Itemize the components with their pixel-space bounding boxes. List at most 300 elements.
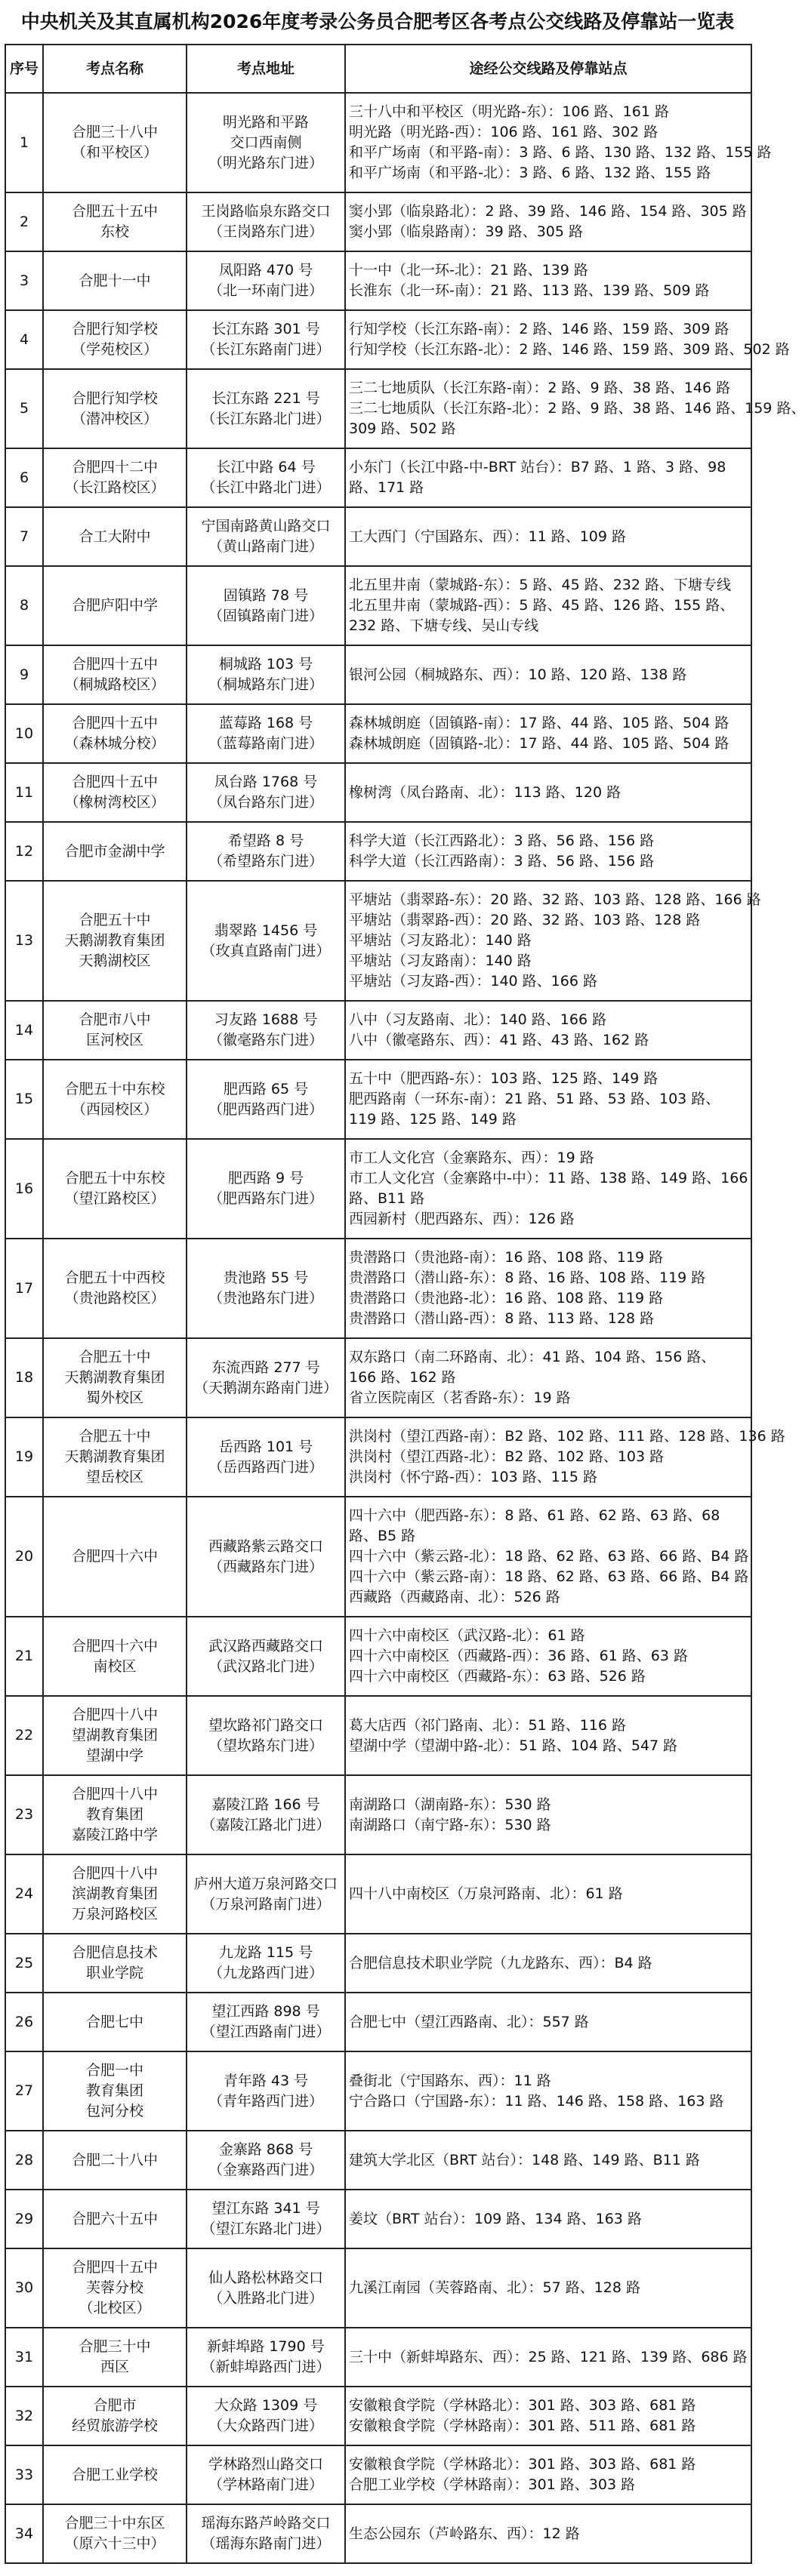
exam-site-address-line: 瑶海东路芦岭路交口	[201, 2515, 331, 2531]
exam-site-address-line: （固镇路南门进）	[208, 607, 323, 624]
table-row	[5, 2051, 751, 2131]
row-number: 17	[5, 1239, 43, 1338]
bus-routes-line: 北五里井南（蒙城路-西）：5 路、45 路、126 路、155 路、	[349, 597, 735, 614]
bus-routes-line: 森林城朗庭（固镇路-北）：17 路、44 路、105 路、504 路	[349, 735, 729, 752]
bus-routes-line: 洪岗村（望江西路-北）：B2 路、102 路、103 路	[349, 1448, 665, 1465]
table-row	[5, 1239, 751, 1338]
exam-site-name-line: （桐城路校区）	[64, 676, 165, 693]
exam-site-name-line: 天鹅湖教育集团	[64, 932, 165, 949]
bus-routes-line: 平塘站（翡翠路-西）：20 路、32 路、103 路、128 路	[349, 912, 701, 928]
bus-routes-line: 四十六中南校区（西藏路-西）：36 路、61 路、63 路	[349, 1648, 689, 1664]
table-row	[5, 1696, 751, 1775]
exam-site-name	[43, 310, 187, 369]
exam-site-name-line: （潜冲校区）	[71, 410, 158, 427]
exam-site-name-line: 合肥一中	[85, 2062, 143, 2079]
exam-site-address-line: 嘉陵江路 166 号	[211, 1796, 320, 1813]
exam-site-name	[43, 251, 187, 310]
exam-site-name	[43, 881, 187, 1001]
table-row	[5, 2190, 751, 2248]
bus-routes-line: 宁合路口（宁国路-东）：11 路、146 路、158 路、163 路	[349, 2092, 724, 2110]
exam-site-name	[43, 1696, 187, 1775]
exam-site-address-line: 翡翠路 1456 号	[214, 922, 318, 939]
bus-routes	[345, 369, 805, 448]
bus-routes	[345, 1497, 751, 1617]
bus-routes	[345, 1854, 751, 1934]
exam-site-address	[187, 2190, 345, 2248]
bus-routes	[345, 881, 761, 1001]
table-row	[5, 1497, 751, 1617]
exam-site-address	[187, 1497, 345, 1617]
exam-site-name-line: （长江路校区）	[64, 479, 165, 496]
exam-site-name-line: 合工大附中	[79, 528, 151, 545]
bus-routes-line: 南湖路口（南宁路-东）：530 路	[349, 1816, 551, 1833]
bus-routes-line: 119 路、125 路、149 路	[349, 1111, 517, 1128]
table-row	[5, 1139, 751, 1239]
bus-routes	[345, 2190, 751, 2248]
bus-routes-line: 西藏路（西藏路南、北）：526 路	[349, 1589, 560, 1605]
bus-routes-line: 八中（习友路南、北）：140 路、166 路	[349, 1011, 607, 1028]
exam-site-address-line: （嘉陵江路北门进）	[201, 1816, 331, 1833]
exam-site-address	[187, 2504, 345, 2563]
row-number: 13	[5, 881, 43, 1001]
table-row	[5, 645, 751, 704]
exam-site-address	[187, 369, 345, 448]
exam-site-name	[43, 763, 187, 822]
bus-routes-line: 路、B5 路	[349, 1528, 416, 1544]
bus-routes	[345, 822, 751, 881]
exam-site-address-line: （黄山路南门进）	[208, 538, 323, 555]
row-number: 23	[5, 1775, 43, 1854]
exam-site-address	[187, 822, 345, 881]
row-number: 11	[5, 763, 43, 822]
exam-site-address-line: （西藏路东门进）	[208, 1558, 323, 1575]
bus-routes-line: 八中（徽毫路东、西）：41 路、43 路、162 路	[349, 1032, 649, 1048]
exam-site-name-line: 合肥四十五中	[71, 774, 158, 790]
exam-site-name-line: 合肥市八中	[79, 1011, 151, 1028]
exam-site-address-line: （岳西路西门进）	[208, 1458, 323, 1476]
table-row	[5, 310, 751, 369]
bus-routes	[345, 448, 751, 507]
bus-routes-line: 森林城朗庭（固镇路-南）：17 路、44 路、105 路、504 路	[349, 715, 729, 731]
exam-site-name	[43, 1001, 187, 1060]
bus-routes-line: 市工人文化宫（金寨路东、西）：19 路	[349, 1150, 594, 1166]
exam-site-name-line: 合肥五十中西校	[64, 1270, 165, 1286]
exam-site-address	[187, 1338, 345, 1417]
bus-routes	[345, 2387, 751, 2445]
exam-site-address	[187, 1239, 345, 1338]
exam-site-address-line: 交口西南侧	[230, 134, 302, 151]
exam-site-address-line: （金寨路西门进）	[208, 2162, 323, 2178]
bus-routes-line: 南湖路口（湖南路-东）：530 路	[349, 1796, 551, 1813]
exam-site-name-line: 合肥五十中	[79, 1349, 151, 1365]
header-row	[5, 45, 751, 93]
row-number: 6	[5, 448, 43, 507]
row-number: 18	[5, 1338, 43, 1417]
exam-site-address	[187, 763, 345, 822]
exam-site-address-line: 大众路 1309 号	[214, 2397, 318, 2414]
exam-site-address	[187, 448, 345, 507]
bus-routes-line: 四十六中（紫云路-北）：18 路、62 路、63 路、66 路、B4 路	[349, 1548, 749, 1565]
table-row	[5, 2387, 751, 2445]
exam-site-name	[43, 2190, 187, 2248]
bus-routes-line: 银河公园（桐城路东、西）：10 路、120 路、138 路	[349, 666, 687, 683]
bus-routes-line: 合肥工业学校（学林路南）：301 路、303 路	[349, 2476, 636, 2493]
exam-site-address	[187, 310, 345, 369]
exam-site-address	[187, 1060, 345, 1139]
exam-site-name	[43, 2248, 187, 2328]
exam-site-name-line: 合肥信息技术	[71, 1944, 158, 1961]
bus-routes	[345, 1338, 751, 1417]
table-row	[5, 1993, 751, 2051]
bus-routes-line: 贵潜路口（贵池路-南）：16 路、108 路、119 路	[349, 1249, 664, 1266]
header-addr: 考点地址	[187, 45, 345, 93]
bus-routes	[345, 1934, 751, 1993]
exam-site-name	[43, 2504, 187, 2563]
bus-routes-line: 西园新村（肥西路东、西）：126 路	[349, 1211, 575, 1227]
exam-site-name-line: 合肥五十中东校	[64, 1080, 165, 1097]
bus-routes	[345, 1139, 751, 1239]
row-number: 7	[5, 507, 43, 566]
table-row	[5, 2328, 751, 2387]
row-number: 4	[5, 310, 43, 369]
exam-site-address	[187, 2387, 345, 2445]
exam-site-name-line: 合肥五十中东校	[64, 1170, 165, 1186]
bus-routes	[345, 1060, 751, 1139]
bus-routes-line: 望湖中学（望湖中路-北）：51 路、104 路、547 路	[349, 1737, 678, 1754]
exam-site-address	[187, 251, 345, 310]
bus-routes	[345, 1696, 751, 1775]
exam-site-address-line: 东流西路 277 号	[211, 1359, 320, 1376]
exam-site-address-line: （万泉河路南门进）	[201, 1895, 331, 1913]
exam-site-address-line: （贵池路东门进）	[208, 1290, 323, 1306]
exam-site-address-line: （瑶海东路南门进）	[201, 2535, 331, 2552]
exam-site-address	[187, 93, 345, 192]
bus-routes	[345, 2248, 751, 2328]
bus-routes	[345, 310, 790, 369]
header-routes: 途经公交线路及停靠站点	[345, 45, 751, 93]
exam-site-name-line: 合肥庐阳中学	[71, 597, 158, 614]
exam-site-name-line: 合肥五十五中	[71, 203, 158, 220]
table-row	[5, 2131, 751, 2190]
bus-routes-line: 行知学校（长江东路-南）：2 路、146 路、159 路、309 路	[349, 321, 729, 337]
exam-site-address-line: （长江中路北门进）	[201, 479, 331, 496]
row-number: 16	[5, 1139, 43, 1239]
bus-routes-line: 安徽粮食学院（学林路北）：301 路、303 路、681 路	[349, 2397, 696, 2414]
exam-site-address	[187, 1696, 345, 1775]
table-row	[5, 2248, 751, 2328]
table-row	[5, 763, 751, 822]
exam-site-address-line: 青年路 43 号	[223, 2072, 309, 2089]
bus-routes-line: 四十八中南校区（万泉河路南、北）：61 路	[349, 1885, 623, 1902]
bus-routes-line: 橡树湾（凤台路南、北）：113 路、120 路	[349, 783, 621, 801]
exam-site-name-line: 合肥行知学校	[71, 321, 158, 337]
bus-routes	[345, 507, 751, 566]
exam-site-name-line: 匡河校区	[85, 1032, 143, 1048]
bus-routes-line: 三十八中和平校区（明光路-东）：106 路、161 路	[349, 103, 669, 120]
exam-site-address-line: 希望路 8 号	[227, 833, 304, 849]
row-number: 9	[5, 645, 43, 704]
bus-routes-line: 省立医院南区（茗香路-东）：19 路	[349, 1390, 571, 1406]
bus-routes-line: 姜坟（BRT 站台）：109 路、134 路、163 路	[349, 2210, 642, 2227]
bus-routes-line: 叠街北（宁国路东、西）：11 路	[349, 2072, 551, 2089]
bus-routes-line: 科学大道（长江西路南）：3 路、56 路、156 路	[349, 853, 655, 869]
table-row	[5, 1617, 751, 1696]
row-number: 22	[5, 1696, 43, 1775]
exam-site-name	[43, 192, 187, 251]
exam-site-address	[187, 2248, 345, 2328]
bus-routes-line: 平塘站（习友路北）：140 路	[349, 932, 532, 949]
exam-site-address-line: （武汉路北门进）	[208, 1657, 323, 1675]
exam-site-address	[187, 2051, 345, 2131]
exam-site-address-line: （希望路东门进）	[208, 853, 323, 869]
exam-site-address-line: 望江东路 341 号	[211, 2200, 320, 2217]
exam-site-name-line: 望岳校区	[85, 1469, 143, 1485]
exam-site-name-line: 万泉河路校区	[71, 1906, 158, 1922]
bus-routes-line: 洪岗村（怀宁路-西）：103 路、115 路	[349, 1469, 597, 1485]
bus-routes-line: 双东路口（南二环路南、北）：41 路、104 路、156 路、	[349, 1349, 716, 1365]
exam-site-address	[187, 704, 345, 763]
bus-routes-line: 309 路、502 路	[349, 420, 456, 437]
exam-site-address	[187, 1139, 345, 1239]
exam-site-name-line: 嘉陵江路中学	[71, 1827, 158, 1843]
exam-site-address	[187, 1001, 345, 1060]
bus-routes-line: 北五里井南（蒙城路-东）：5 路、45 路、232 路、下塘专线	[349, 577, 732, 593]
exam-site-name-line: 合肥四十六中	[71, 1548, 158, 1565]
exam-site-name-line: （学苑校区）	[71, 341, 158, 358]
bus-routes-line: 平塘站（翡翠路-东）：20 路、32 路、103 路、128 路、166 路	[349, 891, 761, 908]
exam-site-address-line: 习友路 1688 号	[214, 1011, 318, 1028]
exam-site-name-line: （北校区）	[79, 2300, 151, 2316]
exam-site-name-line: 天鹅湖教育集团	[64, 1369, 165, 1386]
bus-routes-line: 贵潜路口（潜山路-东）：8 路、16 路、108 路、119 路	[349, 1270, 706, 1286]
exam-site-address-line: （天鹅湖东路南门进）	[193, 1379, 338, 1396]
exam-site-address-line: 九龙路 115 号	[218, 1944, 313, 1961]
exam-site-address	[187, 1775, 345, 1854]
row-number: 28	[5, 2131, 43, 2190]
row-number: 21	[5, 1617, 43, 1696]
exam-site-address-line: （北一环南门进）	[208, 282, 323, 299]
bus-routes-line: 长淮东（北一环-南）：21 路、113 路、139 路、509 路	[349, 282, 710, 299]
exam-site-address	[187, 881, 345, 1001]
bus-routes-line: 四十六中南校区（西藏路-东）：63 路、526 路	[349, 1668, 646, 1685]
bus-routes	[345, 1239, 751, 1338]
bus-routes	[345, 566, 751, 645]
exam-site-address-line: （徽毫路东门进）	[208, 1032, 323, 1048]
exam-site-name-line: （橡树湾校区）	[64, 794, 165, 811]
bus-routes	[345, 1417, 785, 1497]
exam-site-name	[43, 645, 187, 704]
bus-routes-line: 路、B11 路	[349, 1190, 425, 1207]
exam-site-address	[187, 2328, 345, 2387]
bus-routes	[345, 704, 751, 763]
exam-site-name	[43, 566, 187, 645]
table-row	[5, 1060, 751, 1139]
bus-routes-line: 安徽粮食学院（学林路南）：301 路、511 路、681 路	[349, 2418, 696, 2434]
exam-site-address-line: （学林路南门进）	[208, 2476, 323, 2493]
bus-routes-line: 洪岗村（望江西路-南）：B2 路、102 路、111 路、128 路、136 路	[349, 1428, 785, 1445]
exam-site-name-line: 包河分校	[85, 2103, 143, 2119]
bus-routes-line: 科学大道（长江西路北）：3 路、56 路、156 路	[349, 833, 655, 849]
exam-site-address-line: 凤台路 1768 号	[214, 774, 318, 790]
exam-site-name-line: 合肥行知学校	[71, 389, 158, 407]
bus-routes-line: 路、171 路	[349, 479, 424, 496]
exam-site-address-line: （肥西路西门进）	[208, 1100, 323, 1118]
bus-routes-line: 三二七地质队（长江东路-南）：2 路、9 路、38 路、146 路	[349, 380, 731, 396]
table-row	[5, 881, 751, 1001]
bus-routes	[345, 2051, 751, 2131]
bus-routes-line: 232 路、下塘专线、吴山专线	[349, 617, 539, 634]
exam-site-name-line: 职业学院	[85, 1965, 143, 1981]
exam-site-address-line: （长江东路南门进）	[201, 341, 331, 358]
exam-site-address	[187, 1854, 345, 1934]
bus-routes	[345, 192, 751, 251]
row-number: 32	[5, 2387, 43, 2445]
bus-routes-line: 市工人文化宫（金寨路中-中）：11 路、138 路、149 路、166	[349, 1170, 748, 1186]
exam-site-name-line: 南校区	[93, 1657, 137, 1675]
exam-site-address-line: （桐城路东门进）	[208, 676, 323, 693]
exam-site-address	[187, 2131, 345, 2190]
exam-site-name-line: 合肥七中	[85, 2013, 143, 2030]
exam-site-name-line: 芙蓉分校	[85, 2279, 143, 2296]
exam-site-address-line: （明光路东门进）	[208, 154, 323, 171]
exam-site-name-line: 合肥四十六中	[71, 1637, 158, 1654]
table-row	[5, 1775, 751, 1854]
row-number: 34	[5, 2504, 43, 2563]
exam-site-name	[43, 2387, 187, 2445]
exam-site-address	[187, 192, 345, 251]
bus-routes-line: 小东门（长江中路-中-BRT 站台）：B7 路、1 路、3 路、98	[349, 459, 726, 475]
exam-site-name-line: （望江路校区）	[64, 1190, 165, 1207]
exam-site-name	[43, 1497, 187, 1617]
exam-site-name-line: 蜀外校区	[85, 1390, 143, 1406]
exam-site-address-line: 肥西路 9 号	[227, 1170, 304, 1186]
bus-routes	[345, 2445, 751, 2504]
exam-site-address-line: 肥西路 65 号	[223, 1080, 309, 1097]
exam-site-address-line: （入胜路北门进）	[208, 2289, 323, 2307]
exam-site-name-line: 合肥三十中	[79, 2338, 151, 2355]
exam-site-name-line: 滨湖教育集团	[71, 1885, 158, 1902]
exam-site-address	[187, 566, 345, 645]
table-row	[5, 251, 751, 310]
exam-site-name-line: 天鹅湖校区	[79, 953, 151, 969]
exam-site-name-line: （贵池路校区）	[64, 1290, 165, 1306]
table-row	[5, 1934, 751, 1993]
exam-site-name-line: 教育集团	[85, 1806, 143, 1823]
exam-site-name-line: 合肥四十八中	[71, 1707, 158, 1723]
exam-site-name-line: 合肥四十八中	[71, 1865, 158, 1882]
row-number: 20	[5, 1497, 43, 1617]
exam-site-name-line: （森林城分校）	[64, 735, 165, 752]
exam-site-address-line: （大众路西门进）	[208, 2418, 323, 2434]
bus-routes-line: 窦小郢（临泉路北）：2 路、39 路、146 路、154 路、305 路	[349, 203, 747, 220]
exam-site-name-line: 合肥工业学校	[71, 2466, 158, 2483]
exam-site-name-line: 合肥五十中	[79, 912, 151, 928]
row-number: 10	[5, 704, 43, 763]
exam-site-address-line: 固镇路 78 号	[223, 586, 309, 604]
table-row	[5, 448, 751, 507]
exam-site-name-line: 合肥三十中东区	[64, 2515, 165, 2531]
bus-routes-line: 平塘站（习友路-西）：140 路、166 路	[349, 973, 597, 989]
exam-site-address	[187, 507, 345, 566]
exam-site-name-line: 西区	[100, 2359, 129, 2375]
table-row	[5, 1854, 751, 1934]
exam-site-name	[43, 1617, 187, 1696]
exam-site-address-line: 宁国南路黄山路交口	[201, 518, 331, 534]
exam-site-address-line: （玫真直路南门进）	[201, 942, 331, 959]
table-row	[5, 93, 751, 192]
exam-site-name-line: 天鹅湖教育集团	[64, 1448, 165, 1465]
exam-site-name-line: （原六十三中）	[64, 2535, 165, 2552]
table-row	[5, 2445, 751, 2504]
exam-site-name	[43, 2131, 187, 2190]
exam-site-address-line: 明光路和平路	[222, 113, 309, 131]
exam-site-name-line: 望湖教育集团	[71, 1727, 158, 1743]
row-number: 8	[5, 566, 43, 645]
bus-routes-line: 九溪江南园（芙蓉路南、北）：57 路、128 路	[349, 2279, 641, 2296]
exam-site-name-line: 经贸旅游学校	[71, 2418, 158, 2434]
exam-site-address-line: （肥西路东门进）	[208, 1190, 323, 1207]
exam-site-name-line: 合肥四十八中	[71, 1786, 158, 1802]
exam-site-name	[43, 2445, 187, 2504]
exam-site-name	[43, 1239, 187, 1338]
exam-site-address-line: 庐州大道万泉河路交口	[193, 1875, 338, 1892]
bus-routes-line: 肥西路南（一环东-南）：21 路、51 路、53 路、103 路、	[349, 1091, 720, 1107]
row-number: 25	[5, 1934, 43, 1993]
table-row	[5, 192, 751, 251]
exam-site-name-line: 合肥六十五中	[71, 2210, 158, 2227]
row-number: 33	[5, 2445, 43, 2504]
bus-routes-line: 166 路、162 路	[349, 1369, 456, 1386]
exam-site-address-line: （新蚌埠路西门进）	[201, 2359, 331, 2375]
exam-site-address-line: 仙人路松林路交口	[208, 2269, 323, 2286]
bus-routes-line: 合肥七中（望江西路南、北）：557 路	[349, 2013, 589, 2030]
exam-site-address-line: 学林路烈山路交口	[208, 2456, 323, 2473]
exam-site-address-line: 西藏路紫云路交口	[208, 1537, 323, 1555]
bus-routes	[345, 1993, 751, 2051]
table-row	[5, 1338, 751, 1417]
exam-site-address-line: 长江东路 301 号	[211, 321, 320, 337]
exam-site-name-line: 合肥四十二中	[71, 459, 158, 475]
exam-site-address-line: 贵池路 55 号	[223, 1270, 309, 1286]
bus-routes	[345, 1775, 751, 1854]
row-number: 31	[5, 2328, 43, 2387]
row-number: 1	[5, 93, 43, 192]
exam-site-name	[43, 1993, 187, 2051]
table-body	[5, 93, 805, 2563]
bus-routes	[345, 645, 751, 704]
exam-site-address-line: （青年路西门进）	[208, 2092, 323, 2110]
exam-site-name-line: 合肥三十八中	[71, 124, 158, 140]
bus-routes-line: 四十六中南校区（武汉路-北）：61 路	[349, 1627, 585, 1644]
bus-routes-line: 三十中（新蚌埠路东、西）：25 路、121 路、139 路、686 路	[349, 2348, 748, 2365]
exam-site-address	[187, 645, 345, 704]
exam-site-name	[43, 1338, 187, 1417]
table-row	[5, 1417, 751, 1497]
header-name: 考点名称	[43, 45, 187, 93]
exam-site-name	[43, 448, 187, 507]
exam-site-name	[43, 822, 187, 881]
row-number: 24	[5, 1854, 43, 1934]
exam-site-address-line: 桐城路 103 号	[218, 656, 313, 672]
bus-routes-line: 生态公园东（芦岭路东、西）：12 路	[349, 2525, 580, 2542]
bus-routes-line: 三二七地质队（长江东路-北）：2 路、9 路、38 路、146 路、159 路、	[349, 400, 805, 417]
exam-site-name-line: 合肥十一中	[79, 272, 151, 289]
exam-site-address-line: （九龙路西门进）	[208, 1965, 323, 1981]
exam-site-name-line: 东校	[100, 223, 129, 240]
exam-site-name	[43, 369, 187, 448]
exam-site-address-line: （蓝莓路南门进）	[208, 735, 323, 752]
exam-site-name	[43, 93, 187, 192]
